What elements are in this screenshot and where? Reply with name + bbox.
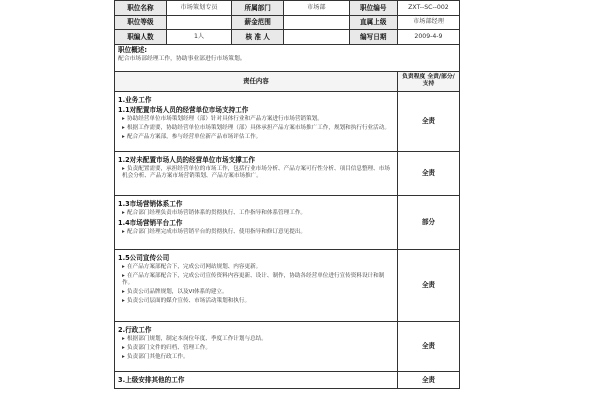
list-item: ▸ 负责公司品牌规划，以及VI体系的建立。 [122, 288, 228, 295]
responsibility-level: 全责 [397, 321, 459, 371]
direct-supervisor-label: 直属上级 [349, 15, 397, 30]
section-title: 2.行政工作 [118, 325, 152, 334]
list-item: ▸ 配合部门经理负责市场营销体系的贯彻执行、工作指导和体系管理工作。 [122, 209, 307, 216]
table-row [115, 91, 460, 151]
responsibility-level: 部分 [397, 195, 459, 249]
list-item: ▸ 负责配置需要，承担经营单位的市场工作，包括行业市场分析、产品方案可行性分析、项目信息整理、市场机会分析、产品方案市场营销策划、产品方案市场推广。 [122, 165, 390, 179]
job-description-document [114, 0, 460, 400]
header-table [114, 0, 460, 72]
list-item: ▸ 负责部门文件的归档、管理工作。 [122, 344, 211, 351]
overview-cell [115, 44, 460, 71]
approver-label: 核 准 人 [232, 30, 284, 45]
content-column-header: 责任内容 [115, 71, 398, 91]
responsibility-table [114, 71, 460, 389]
direct-supervisor-value: 市场部经理 [397, 15, 459, 30]
bullet-icon: ▸ [122, 353, 125, 360]
section-cell [115, 321, 398, 371]
list-item: ▸ 根据工作需要，协助经营单位市场策划经理（部）具体承担产品方案市场推广工作，规划和执行行业活动。 [122, 124, 390, 131]
responsibility-level: 全责 [397, 151, 459, 195]
written-date-value: 2009-4-9 [397, 30, 459, 45]
bullet-icon: ▸ [122, 124, 125, 131]
bullet-icon: ▸ [122, 335, 125, 342]
list-item: ▸ 协助经营单位市场策划经理（部）针对具体行业和产品方案进行市场营销策划。 [122, 115, 323, 122]
approver-value [284, 30, 350, 45]
bullet-icon: ▸ [122, 228, 125, 235]
salary-range-value [284, 15, 350, 30]
bullet-icon: ▸ [122, 344, 125, 351]
list-item: ▸ 在产品方案部配合下，完成公司宣传资料内容更新、设计、制作，协助各经营单位进行宣传资料设计和制作。 [122, 272, 385, 286]
position-level-value [166, 15, 232, 30]
level-column-header: 负责程度 全责/部分/支持 [397, 71, 459, 91]
list-item: ▸ 负责公司层面的媒介宣传、市场活动策划和执行。 [122, 297, 251, 304]
section-title: 3.上级安排其他的工作 [118, 375, 185, 384]
position-code-value: ZXT--SC--002 [397, 1, 459, 16]
bullet-icon: ▸ [122, 288, 125, 295]
list-item: ▸ 配合部门经理完成市场营销平台的贯彻执行、使用指导和修订意见提出。 [122, 228, 307, 235]
list-item: ▸ 在产品方案部配合下，完成公司网站规划、内容更新。 [122, 263, 262, 270]
section-cell [115, 91, 398, 151]
salary-range-label: 薪金范围 [232, 15, 284, 30]
section-title: 1.2对未配置市场人员的经营单位市场支撑工作 [118, 155, 255, 164]
section-title: 1.4市场营销平台工作 [118, 218, 183, 227]
bullet-icon: ▸ [122, 209, 125, 216]
overview-text: 配合市场部经理工作，协助事业部进行市场策划。 [118, 55, 246, 62]
overview-title: 职位概述: [118, 45, 148, 54]
position-name-label: 职位名称 [115, 1, 167, 16]
column-header-row [115, 71, 460, 91]
table-row [115, 321, 460, 371]
headcount-value: 1人 [166, 30, 232, 45]
bullet-icon: ▸ [122, 263, 125, 270]
header-row [115, 30, 460, 45]
section-cell [115, 195, 398, 249]
section-title: 1.3市场营销体系工作 [118, 199, 183, 208]
table-row [115, 195, 460, 249]
bullet-icon: ▸ [122, 272, 125, 279]
section-cell [115, 151, 398, 195]
list-item: ▸ 根据部门规划，制定本岗位年度、季度工作计划与总结。 [122, 335, 267, 342]
section-title: 1.1对配置市场人员的经营单位市场支持工作 [118, 105, 249, 114]
header-row [115, 1, 460, 16]
section-cell [115, 249, 398, 321]
list-item: ▸ 配合产品方案部，参与经营单位新产品市场评估工作。 [122, 133, 262, 140]
section-cell [115, 371, 398, 388]
department-label: 所属部门 [232, 1, 284, 16]
table-row [115, 371, 460, 388]
responsibility-level: 全责 [397, 91, 459, 151]
bullet-icon: ▸ [122, 297, 125, 304]
position-level-label: 职位等级 [115, 15, 167, 30]
table-row [115, 249, 460, 321]
bullet-icon: ▸ [122, 115, 125, 122]
position-code-label: 职位编号 [349, 1, 397, 16]
overview-row [115, 44, 460, 71]
section-main-title: 1.业务工作 [118, 95, 152, 104]
table-row [115, 151, 460, 195]
position-name-value: 市场策划专员 [166, 1, 232, 16]
responsibility-level: 全责 [397, 249, 459, 321]
section-title: 1.5公司宣传公司 [118, 253, 170, 262]
list-item: ▸ 负责部门其他行政工作。 [122, 353, 189, 360]
bullet-icon: ▸ [122, 165, 125, 172]
headcount-label: 职编人数 [115, 30, 167, 45]
bullet-icon: ▸ [122, 133, 125, 140]
responsibility-level: 全责 [397, 371, 459, 388]
department-value: 市场部 [284, 1, 350, 16]
header-row [115, 15, 460, 30]
written-date-label: 编写日期 [349, 30, 397, 45]
